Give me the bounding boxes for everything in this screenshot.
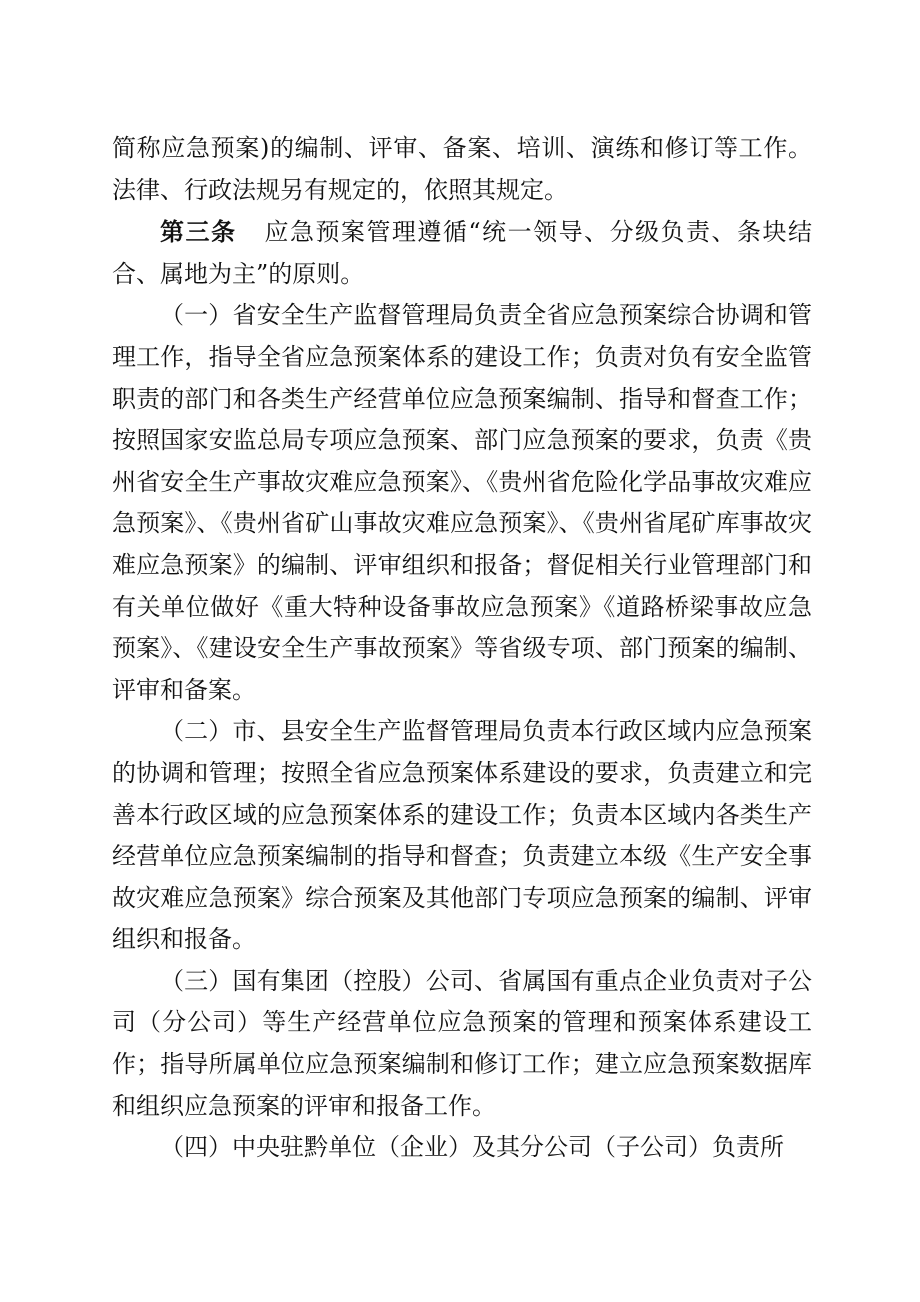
paragraph-text: 应急预案管理遵循“统一领导、分级负责、条块结合、属地为主”的原则。: [112, 218, 812, 288]
paragraph-item-2: [112, 711, 812, 961]
paragraph-text: 简称应急预案)的编制、评审、备案、培训、演练和修订等工作。法律、行政法规另有规定的，依照其规定。: [112, 134, 812, 204]
paragraph-item-3: [112, 961, 812, 1127]
paragraph-article-3: [112, 211, 812, 295]
paragraph-item-4: [112, 1127, 812, 1169]
article-number: 第三条: [160, 217, 237, 247]
paragraph-text: （三）国有集团（控股）公司、省属国有重点企业负责对子公司（分公司）等生产经营单位应急预案的管理和预案体系建设工作；指导所属单位应急预案编制和修订工作；建立应急预案数据库和组织应急预案的评审和报备工作。: [112, 966, 812, 1120]
paragraph-item-1: [112, 295, 812, 711]
paragraph-text: （一）省安全生产监督管理局负责全省应急预案综合协调和管理工作，指导全省应急预案体系的建设工作；负责对负有安全监管职责的部门和各类生产经营单位应急预案编制、指导和督查工作；按照国家安监总局专项应急预案、部门应急预案的要求，负责《贵州省安全生产事故灾难应急预案》、《贵州省危险化学品事故灾难应急预案》、《贵州省矿山事故灾难应急预案》、《贵州省尾矿库事故灾难应急预案》的编制、评审组织和报备；督促相关行业管理部门和有关单位做好《重大特种设备事故应急预案》《道路桥梁事故应急预案》、《建设安全生产事故预案》等省级专项、部门预案的编制、评审和备案。: [112, 301, 812, 704]
paragraph-text: （四）中央驻黔单位（企业）及其分公司（子公司）负责所: [160, 1133, 784, 1162]
document-body: [112, 128, 812, 1169]
paragraph-text: （二）市、县安全生产监督管理局负责本行政区域内应急预案的协调和管理；按照全省应急预案体系建设的要求，负责建立和完善本行政区域的应急预案体系的建设工作；负责本区域内各类生产经营单位应急预案编制的指导和督查；负责建立本级《生产安全事故灾难应急预案》综合预案及其他部门专项应急预案的编制、评审组织和报备。: [112, 717, 812, 954]
paragraph-continuation: [112, 128, 812, 211]
